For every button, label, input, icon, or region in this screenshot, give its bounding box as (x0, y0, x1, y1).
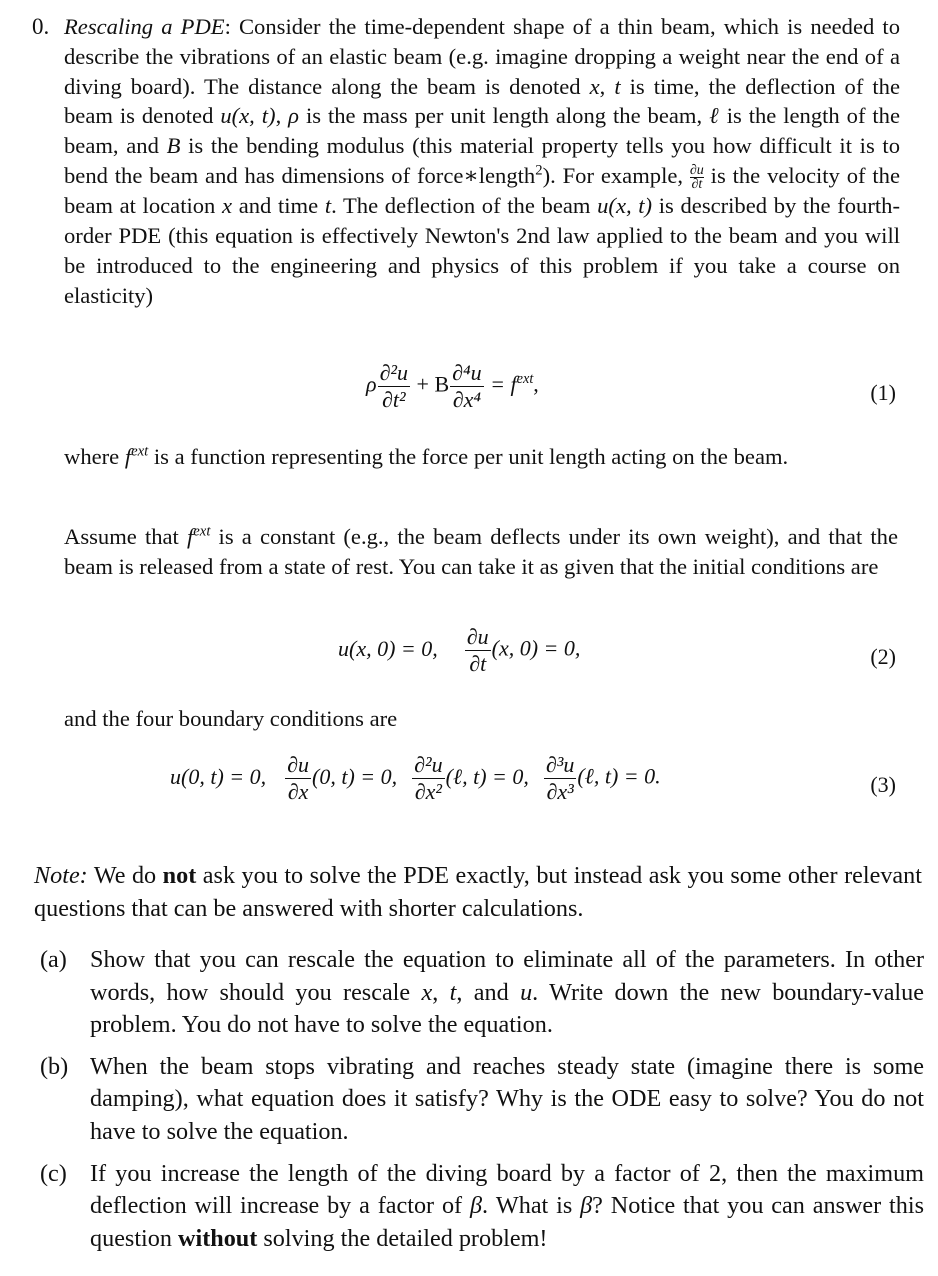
inline-fraction: $\frac{\partial u}{\partial t}$ (689, 163, 704, 193)
equation-3-number: (3) (870, 772, 896, 797)
part-label: (b) (40, 1052, 69, 1080)
problem-number: 0. (32, 14, 50, 39)
part-b: (b) When the beam stops vibrating and reaches steady state (imagine there is some damping), what equation does it satisfy? Why is the ODE easy to solve? You do not have to solve the equation. (40, 1052, 924, 1145)
equation-2-number: (2) (870, 644, 896, 669)
paragraph-assume: Assume that $f^{ext}$ is a constant (e.g., the beam deflects under its own weight), and that the beam is released from a state of rest. You can take it as given that the initial conditions are (64, 523, 898, 579)
paragraph-where: where $f^{ext}$ is a function representing the force per unit length acting on the beam. (64, 443, 789, 469)
equation-2: u(x, 0) = 0, $\frac{\partial u}{\partial t}$ (x, 0) = 0, (338, 624, 581, 676)
equation-1-number: (1) (870, 380, 896, 405)
part-c: (c) If you increase the length of the diving board by a factor of 2, then the maximum deflection will increase by a factor of β. What is β? Notice that you can answer this question without solving the detailed problem! (40, 1159, 925, 1252)
paragraph-bc-intro: and the four boundary conditions are (64, 706, 398, 731)
part-label: (c) (40, 1159, 67, 1187)
parts-list (40, 944, 924, 1264)
part-label: (a) (40, 946, 67, 973)
problem-intro: Rescaling a PDE: Consider the time-dependent shape of a thin beam, which is needed to describe the vibrations of an elastic beam (e.g. imagine dropping a weight near the end of a diving board). The distance along the beam is denoted x, t is time, the deflection of the beam is denoted u(x, t), ρ is the mass per unit length along the beam, ℓ is the length of the beam, and B is the bending modulus (this material property tells you how difficult it is to bend the beam and has dimensions of force∗length$^2$). For example, $\frac{\partial u}{\partial t}$ is the velocity of the beam at location x and time t. The deflection of the beam u(x, t) is described by the fourth-order PDE (this equation is effectively Newton's 2nd law applied to the beam and you will be introduced to the engineering and physics of this problem if you take a course on elasticity) (64, 14, 901, 308)
part-a: (a) Show that you can rescale the equation to eliminate all of the parameters. In other words, how should you rescale x, t, and u. Write down the new boundary-value problem. You do not have to solve the equation. (40, 946, 924, 1039)
equation-1: ρ $\frac{\text{∂²u}}{\text{∂t²}}$ + B $\frac{\text{∂⁴u}}{\text{∂x⁴}}$ = $f^{ext}$, (366, 360, 539, 412)
problem-title: Rescaling a PDE (64, 14, 225, 39)
note-paragraph: Note: We do not ask you to solve the PDE exactly, but instead ask you some other relevant questions that can be answered with shorter calculations. (34, 862, 922, 922)
equation-3: u(0, t) = 0, $\frac{\partial u}{\partial x}$ (0, t) = 0, $\frac{\text{∂²u}}{\text{∂x²}}$ (ℓ, t) = 0, $\frac{\text{∂³u}}{\text{∂x³}}$ (ℓ, t) = 0. (170, 752, 661, 804)
